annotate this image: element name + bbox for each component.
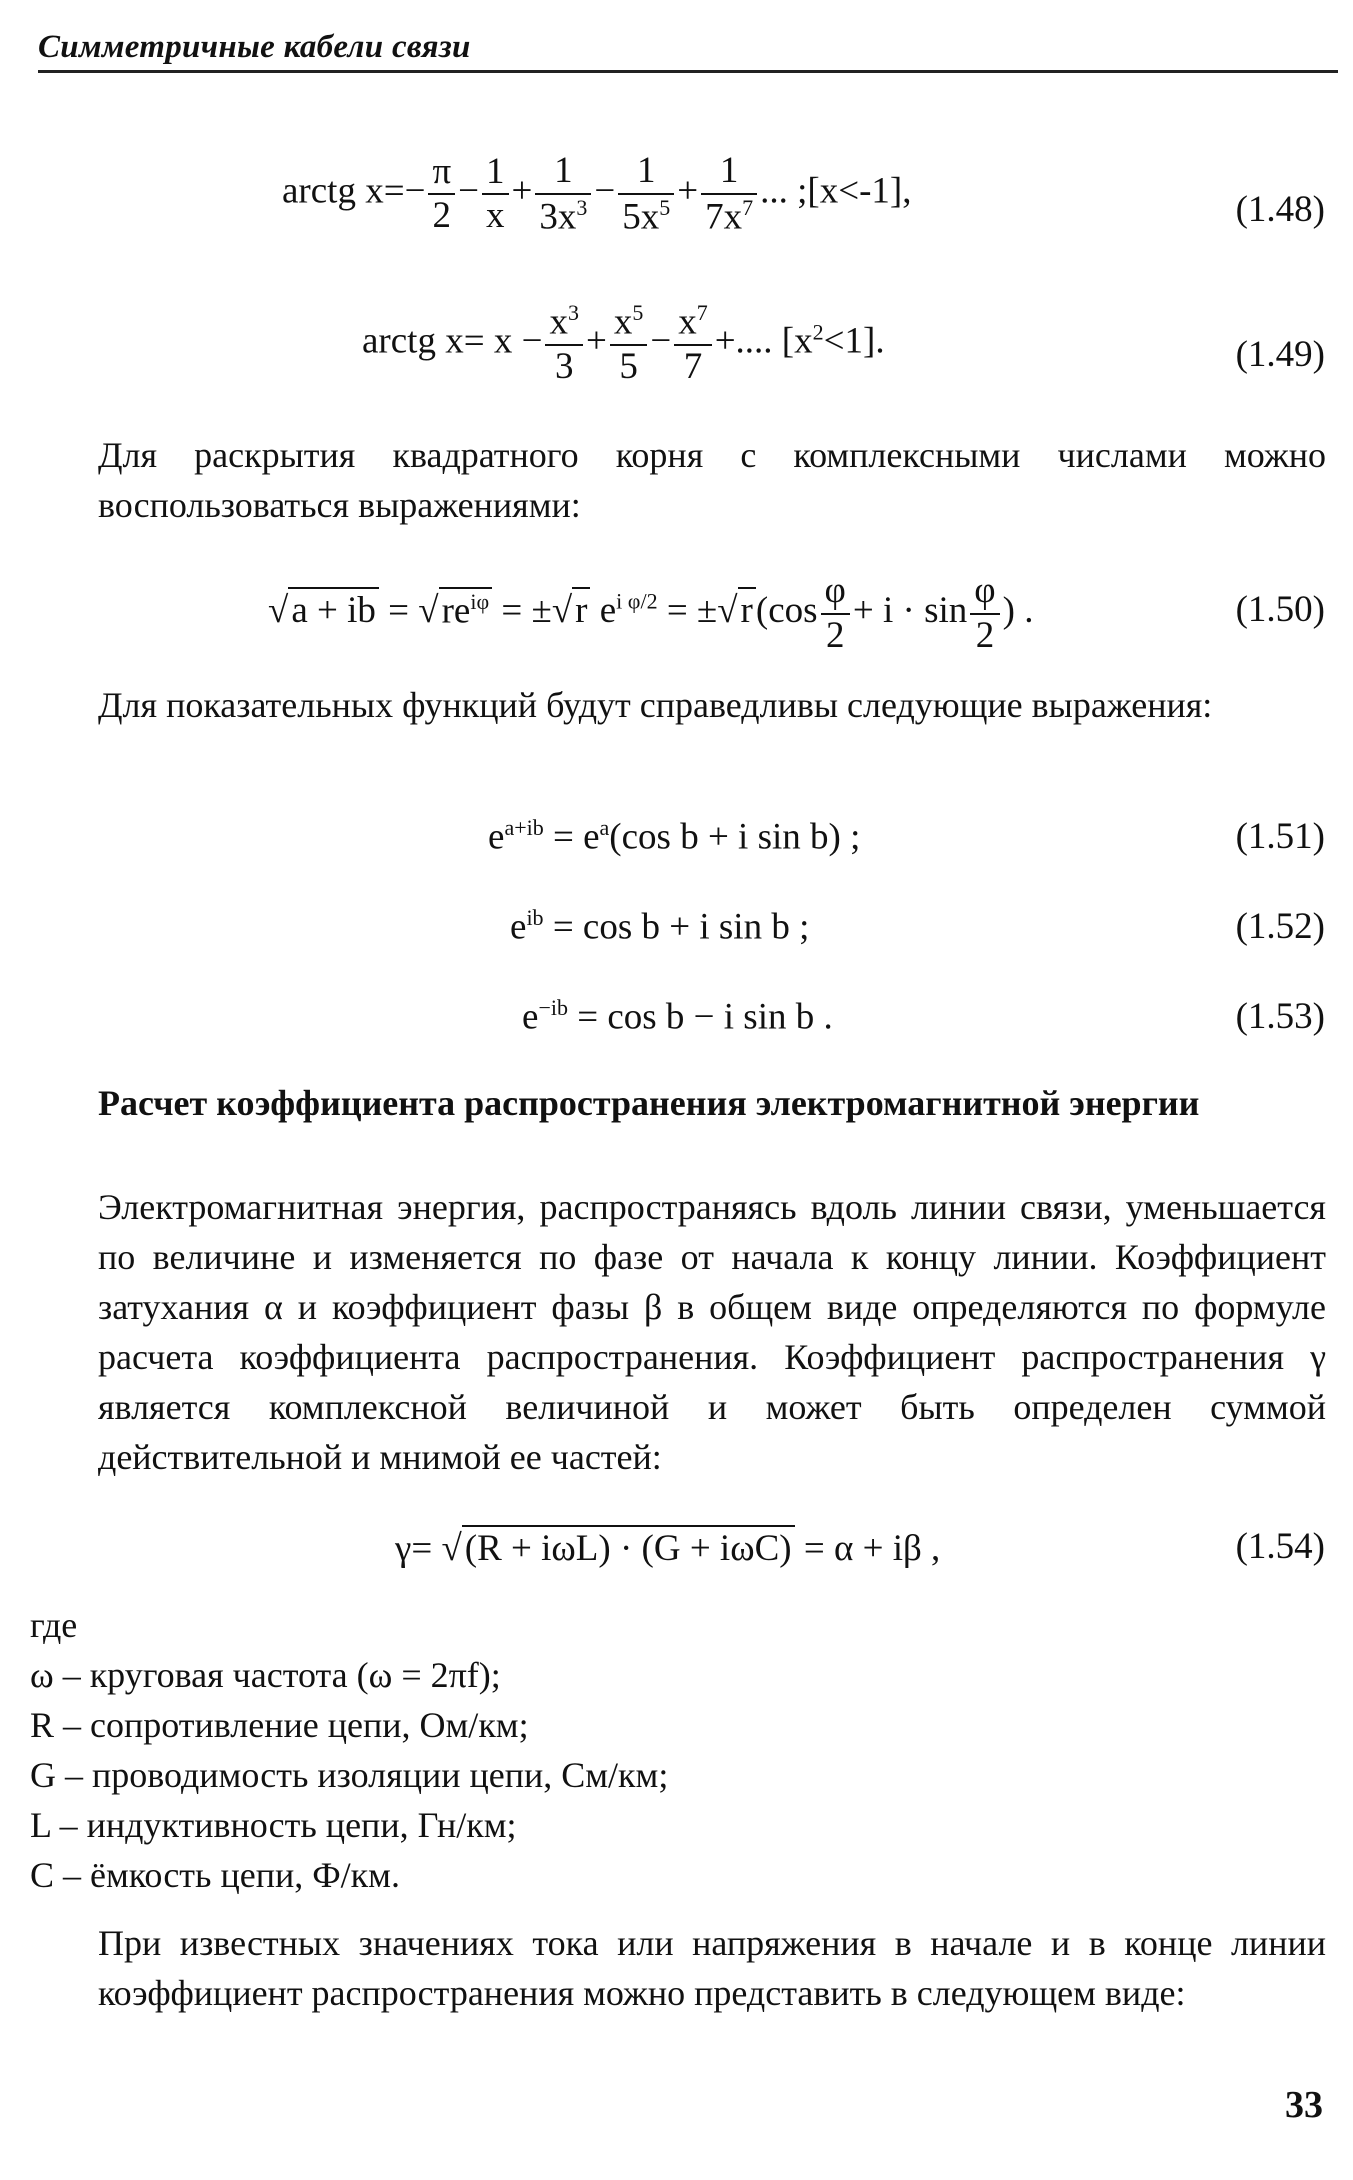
paragraph-propagation: Электромагнитная энергия, распространяясь вдоль линии связи, уменьшается по величине и изменяется по фазе от начала к концу линии. Коэффициент затухания α и коэффициент фазы β в общем виде определяются по формуле расчета коэффициента распространения. Коэффициент распространения γ является комплексной величиной и может быть определен суммой действительной и мнимой ее частей: <box>98 1187 1326 1477</box>
eq149-tail: +.... [x <box>714 320 813 362</box>
paragraph-exponential: Для показательных функций будут справедливы следующие выражения: <box>98 685 1213 725</box>
equation-number-1-50: (1.50) <box>1235 589 1325 630</box>
definition-l: L – индуктивность цепи, Гн/км; <box>30 1805 517 1845</box>
equation-1-49: arctg x= x − $\frac{x^3}{3}$ + $\frac{x^5}{5}$ − $\frac{x^7}{7}$ +.... $[x^2<1]$. <box>362 300 885 387</box>
paragraph-square-root: Для раскрытия квадратного корня с комплексными числами можно воспользоваться выражениями: <box>98 435 1326 525</box>
definition-omega: ω – круговая частота (ω = 2πf); <box>30 1655 501 1695</box>
eq148-tail: ... ;[x<-1], <box>760 170 912 212</box>
eq149-cond: <1]. <box>823 320 885 362</box>
equation-number-1-54: (1.54) <box>1235 1526 1325 1567</box>
eq151-mid: = e <box>543 816 600 858</box>
equation-number-1-49: (1.49) <box>1235 334 1325 375</box>
equation-number-1-52: (1.52) <box>1235 906 1325 947</box>
equation-1-54: γ= √(R + iωL) · (G + iωC) = α + iβ , <box>395 1525 940 1570</box>
equation-1-52: $e^{ib} = \cos b + i$ sin b ; <box>510 905 810 948</box>
equation-1-48: arctg x=− $\frac{\pi}{2}$ − $\frac{1}{x}$ + $\frac{1}{3x^3}$ − $\frac{1}{5x^5}$ + $\frac{1}{7x^7}$ ... ;[x<-1], <box>282 150 912 237</box>
equation-number-1-48: (1.48) <box>1235 189 1325 230</box>
eq152-rhs: = cos b + i sin b ; <box>543 906 810 948</box>
running-header <box>38 22 1338 73</box>
eq151-tail: (cos b + i sin b) ; <box>609 816 861 858</box>
definition-g: G – проводимость изоляции цепи, См/км; <box>30 1755 669 1795</box>
eq153-rhs: = cos b − i sin b . <box>567 996 833 1038</box>
definitions-block <box>30 1600 1330 1900</box>
eq151-e: e <box>488 816 505 858</box>
page-number: 33 <box>1285 2084 1323 2126</box>
section-heading: Расчет коэффициента распространения электромагнитной энергии <box>98 1083 1200 1123</box>
paragraph-current-voltage: При известных значениях тока или напряжения в начале и в конце линии коэффициент распространения можно представить в следующем виде: <box>98 1923 1326 2013</box>
where-label: где <box>30 1605 78 1645</box>
equation-1-53: $e^{-ib} = \cos b - i$ sin b . <box>522 995 833 1038</box>
definition-c: C – ёмкость цепи, Ф/км. <box>30 1855 400 1895</box>
equation-number-1-51: (1.51) <box>1235 816 1325 857</box>
equation-1-50: √a + ib = $√re^{i\varphi} = \pm√r$ $e^{i \varphi/2} = \pm√r(\cos$ $\frac{\varphi}{2}$ + i · sin $\frac{\varphi}{2}$ ) . <box>268 570 1034 656</box>
eq153-e: e <box>522 996 539 1038</box>
eq149-lhs: arctg x= x <box>362 320 513 362</box>
definition-r: R – сопротивление цепи, Ом/км; <box>30 1705 529 1745</box>
equation-number-1-53: (1.53) <box>1235 996 1325 1037</box>
eq152-e: e <box>510 906 527 948</box>
equation-1-51: $e^{a+ib} = e^a(\cos$ b + i sin b) ; <box>488 815 861 858</box>
eq148-lhs: arctg x= <box>282 170 405 212</box>
running-title: Симметричные кабели связи <box>38 29 471 65</box>
